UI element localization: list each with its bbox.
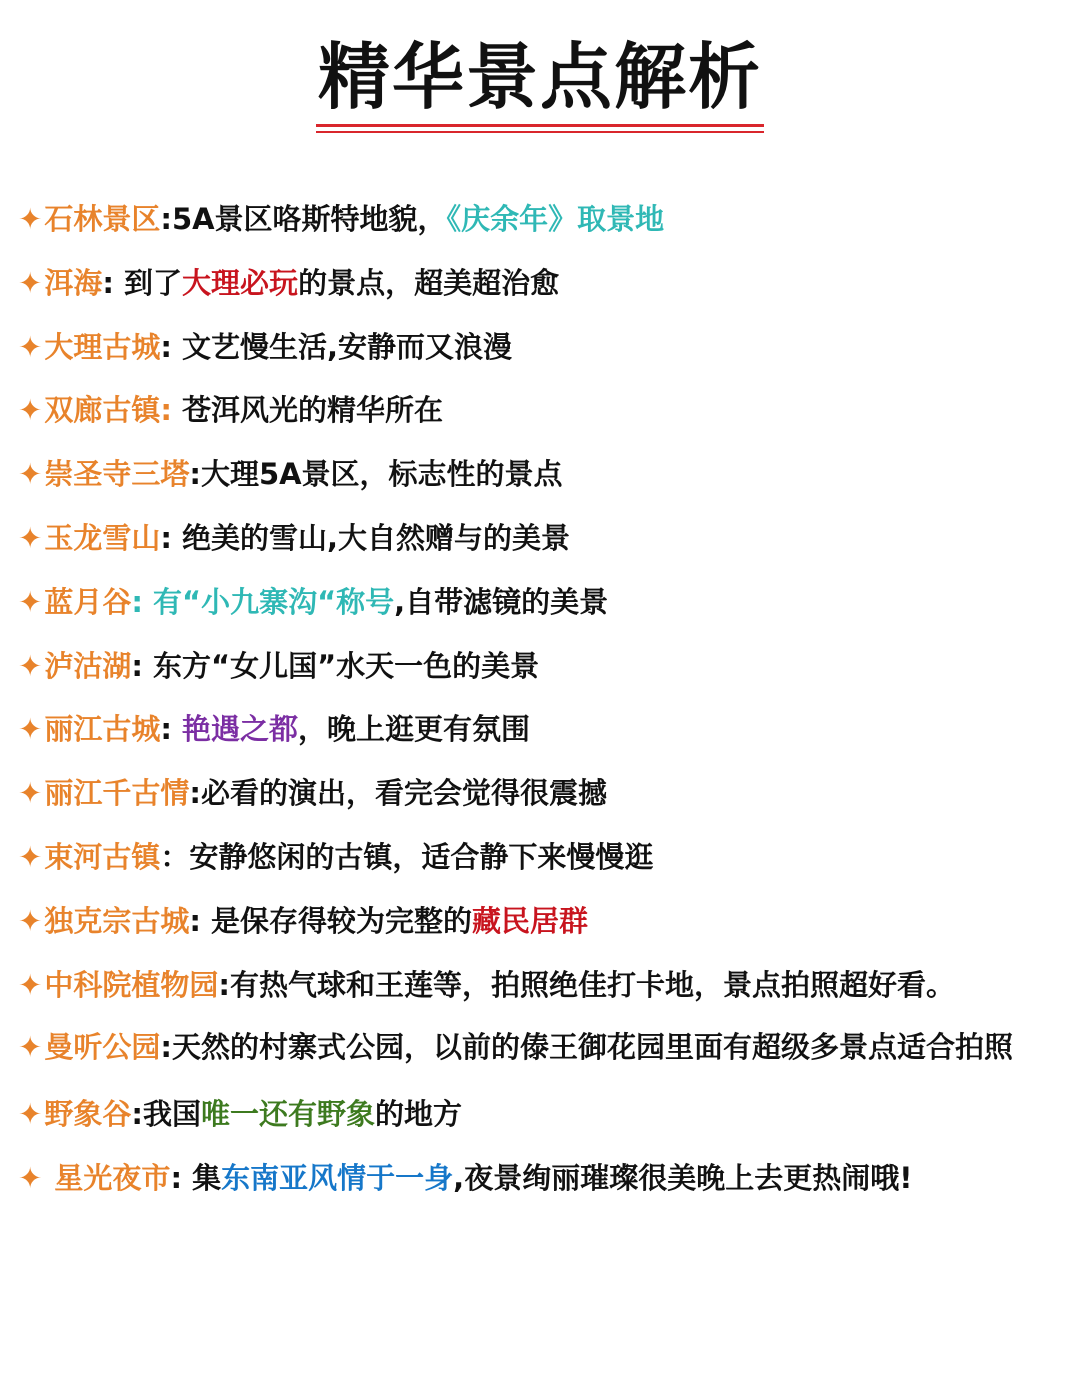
list-item	[18, 762, 1064, 826]
item-text: 我国	[142, 1097, 201, 1132]
item-text: 是保存得较为完整的	[211, 903, 473, 938]
star-icon: ✦	[18, 1030, 43, 1065]
list-item	[18, 1083, 1064, 1147]
item-highlight: 藏民居群	[472, 903, 589, 938]
star-icon: ✦	[18, 457, 43, 492]
list-item	[18, 1147, 1064, 1211]
list-item	[18, 826, 1064, 890]
star-icon: ✦	[18, 202, 43, 236]
item-name: 崇圣寺三塔	[44, 457, 190, 492]
title-wrap	[0, 34, 1080, 127]
item-text: 必看的演出，看完会觉得很震撼	[200, 776, 607, 811]
item-highlight: 有“小九寨沟“称号	[153, 584, 395, 619]
item-text: 文艺慢生活,安静而又浪漫	[182, 329, 513, 364]
list-item	[18, 379, 1064, 443]
item-name: 独克宗古城	[44, 903, 190, 938]
item-highlight: 大理必玩	[182, 265, 299, 300]
item-text: 的景点，超美超治愈	[298, 265, 560, 300]
item-name: 双廊古镇	[44, 393, 161, 428]
item-text: 东方“女儿国”水天一色的美景	[153, 648, 540, 683]
item-separator: ：	[160, 839, 190, 874]
star-icon: ✦	[18, 584, 43, 619]
item-separator: :	[160, 520, 183, 555]
star-icon: ✦	[18, 839, 43, 874]
list-item	[18, 698, 1064, 762]
item-text: 安静悠闲的古镇，适合静下来慢慢逛	[189, 839, 654, 874]
list-item	[18, 316, 1064, 380]
list-item	[18, 635, 1064, 699]
star-icon: ✦	[18, 1097, 43, 1132]
list-item	[18, 571, 1064, 635]
item-name: 洱海	[44, 265, 103, 300]
page-title: 精华景点解析	[316, 34, 764, 127]
item-separator: :	[131, 1097, 143, 1132]
item-highlight: 东南亚风情于一身	[221, 1161, 454, 1196]
item-name: 石林景区	[44, 202, 161, 236]
item-text: 5A景区咯斯特地貌，	[171, 202, 447, 236]
item-separator: :	[189, 903, 212, 938]
star-icon: ✦	[18, 903, 43, 938]
list-item	[18, 188, 1064, 252]
item-name: 蓝月谷	[44, 584, 132, 619]
item-name: 星光夜市	[54, 1161, 171, 1196]
star-icon: ✦	[18, 329, 43, 364]
star-icon: ✦	[18, 776, 43, 811]
star-icon: ✦	[18, 712, 43, 747]
item-text: 到了	[124, 265, 183, 300]
item-highlight: 《庆余年》取景地	[446, 202, 665, 236]
star-icon: ✦	[18, 967, 43, 1002]
star-icon: ✦	[18, 520, 43, 555]
list-item	[18, 1017, 1064, 1077]
item-name: 丽江千古情	[44, 776, 190, 811]
item-separator: :	[160, 202, 172, 236]
item-text: 集	[192, 1161, 222, 1196]
list-item	[18, 507, 1064, 571]
item-separator: :	[189, 776, 201, 811]
item-separator: :	[131, 648, 154, 683]
item-text: ,夜景绚丽璀璨很美晚上去更热闹哦!	[453, 1161, 913, 1196]
list-item	[18, 954, 1064, 1018]
item-text: 绝美的雪山,大自然赠与的美景	[182, 520, 571, 555]
item-text: 天然的村寨式公园，以前的傣王御花园里面有超级多景点适合拍照	[171, 1030, 1013, 1065]
item-name: 中科院植物园	[44, 967, 219, 1002]
item-name: 大理古城	[44, 329, 161, 364]
item-text: 的地方	[374, 1097, 462, 1132]
item-separator: :	[170, 1161, 193, 1196]
item-separator: :	[160, 712, 183, 747]
item-text: 有热气球和王莲等，拍照绝佳打卡地，景点拍照超好看。	[229, 967, 955, 1002]
star-icon: ✦	[18, 265, 43, 300]
item-text: 苍洱风光的精华所在	[182, 393, 444, 428]
item-text: ，晚上逛更有氛围	[298, 712, 531, 747]
item-highlight: 艳遇之都	[182, 712, 299, 747]
list-item	[18, 890, 1064, 954]
item-name: 野象谷	[44, 1097, 132, 1132]
item-name: 泸沽湖	[44, 648, 132, 683]
item-separator: :	[160, 329, 183, 364]
item-separator: :	[218, 967, 230, 1002]
attraction-list	[18, 188, 1064, 1211]
item-separator: :	[160, 393, 183, 428]
star-icon: ✦	[18, 393, 43, 428]
star-icon: ✦	[18, 1161, 43, 1196]
item-text: ,自带滤镜的美景	[394, 584, 609, 619]
list-item	[18, 252, 1064, 316]
item-name: 束河古镇	[44, 839, 161, 874]
item-highlight: 唯一还有野象	[200, 1097, 375, 1132]
star-icon: ✦	[18, 648, 43, 683]
list-item	[18, 443, 1064, 507]
item-separator: :	[131, 584, 154, 619]
item-text: 大理5A景区，标志性的景点	[200, 457, 563, 492]
item-separator: :	[160, 1030, 172, 1065]
item-separator: :	[102, 265, 125, 300]
item-name: 玉龙雪山	[44, 520, 161, 555]
item-name: 曼听公园	[44, 1030, 161, 1065]
item-name: 丽江古城	[44, 712, 161, 747]
item-separator: :	[189, 457, 201, 492]
